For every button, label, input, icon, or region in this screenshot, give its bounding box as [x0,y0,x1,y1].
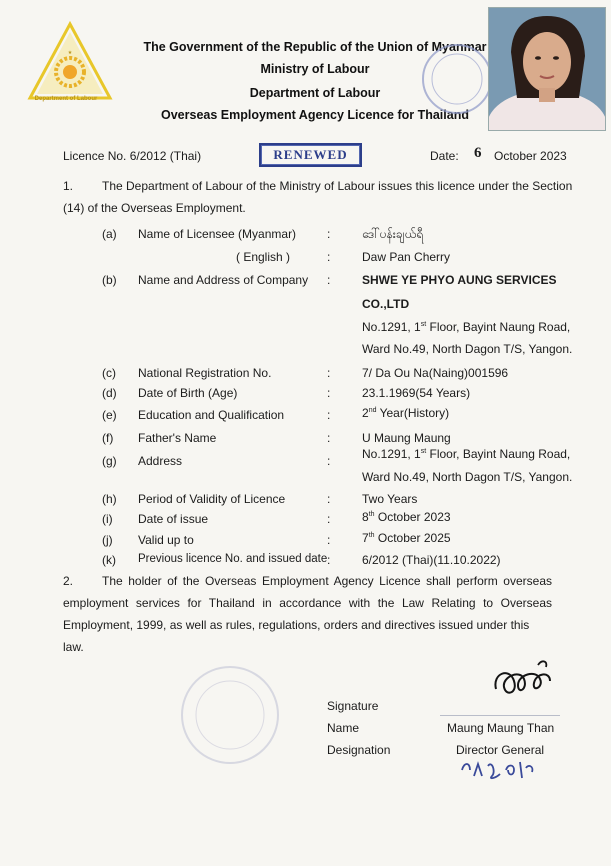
date-of-issue: 8th October 2023 [362,510,451,524]
row-label-k: Previous licence No. and issued date [138,553,328,565]
date-month-year: October 2023 [494,149,567,163]
department-of-labour-logo [26,20,114,106]
licence-number: Licence No. 6/2012 (Thai) [63,149,202,163]
department-seal-stamp [418,40,496,118]
address-line1: No.1291, 1st Floor, Bayint Naung Road, [362,447,571,461]
address-line2: Ward No.49, North Dagon T/S, Yangon. [362,470,573,484]
previous-licence: 6/2012 (Thai)(11.10.2022) [362,553,501,567]
licensee-name-english: Daw Pan Cherry [362,250,451,264]
company-name-line2: CO.,LTD [362,297,410,311]
colon: : [327,408,331,422]
department-title: Department of Labour [249,86,381,100]
myanmar-designation-script [458,756,538,784]
row-label-h: Period of Validity of Licence [138,492,286,506]
date-of-birth: 23.1.1969(54 Years) [362,386,471,400]
row-key-k: (k) [102,553,116,567]
signature-label: Signature [327,699,379,713]
colon: : [327,454,331,468]
row-label-f: Father's Name [138,431,217,445]
colon: : [327,553,331,567]
ministry-title: Ministry of Labour [260,62,370,76]
date-day: 6 [474,145,482,161]
row-key-j: (j) [102,533,113,547]
education: 2nd Year(History) [362,406,450,420]
row-key-a: (a) [102,227,117,241]
row-label-c: National Registration No. [138,366,272,380]
row-key-i: (i) [102,512,113,526]
colon: : [327,533,331,547]
signatory-name: Maung Maung Than [447,721,555,735]
colon: : [327,273,331,287]
signatory-designation: Director General [456,743,545,757]
colon: : [327,250,331,264]
row-key-b: (b) [102,273,117,287]
date-label: Date: [430,149,459,163]
colon: : [327,366,331,380]
logo-caption: Department of Labour [34,96,98,102]
row-key-d: (d) [102,386,117,400]
valid-up-to: 7th October 2025 [362,531,451,545]
para1-line1: The Department of Labour of the Ministry of Labour issues this licence under the Section [102,179,573,193]
para2-line1: The holder of the Overseas Employment Agency Licence shall perform overseas [102,574,552,588]
colon: : [327,492,331,506]
colon: : [327,431,331,445]
row-label-english: ( English ) [236,250,291,264]
row-key-e: (e) [102,408,117,422]
company-address-line1: No.1291, 1st Floor, Bayint Naung Road, [362,320,571,334]
renewed-stamp: RENEWED [259,143,362,167]
row-key-f: (f) [102,431,114,445]
colon: : [327,512,331,526]
para2-number: 2. [63,574,74,588]
row-label-g: Address [138,454,183,468]
row-key-h: (h) [102,492,117,506]
national-registration-no: 7/ Da Ou Na(Naing)001596 [362,366,509,380]
government-title: The Government of the Republic of the Union of Myanmar [143,40,487,54]
licensee-name-myanmar: ဒေါ်ပန်းချယ်ရီ [362,227,424,241]
handwritten-signature [488,655,558,703]
row-label-i: Date of issue [138,512,209,526]
para2-line2: employment services for Thailand in accordance with the Law Relating to Overseas [63,596,552,610]
company-name: SHWE YE PHYO AUNG SERVICES [362,273,557,287]
para1-number: 1. [63,179,74,193]
row-label-d: Date of Birth (Age) [138,386,238,400]
designation-label: Designation [327,743,391,757]
row-label-a: Name of Licensee (Myanmar) [138,227,297,241]
faded-seal-stamp [170,660,290,770]
row-label-e: Education and Qualification [138,408,285,422]
svg-text:★: ★ [67,50,73,56]
fathers-name: U Maung Maung [362,431,451,445]
para1-line2: (14) of the Overseas Employment. [63,201,246,215]
company-address-line2: Ward No.49, North Dagon T/S, Yangon. [362,342,573,356]
colon: : [327,386,331,400]
row-key-g: (g) [102,454,117,468]
row-key-c: (c) [102,366,116,380]
licence-title: Overseas Employment Agency Licence for Thailand [161,108,469,122]
name-label: Name [327,721,360,735]
para2-line3: Employment, 1999, as well as rules, regulations, orders and directives issued under this law. [63,618,530,654]
colon: : [327,227,331,241]
licensee-photo [488,7,606,131]
row-label-b: Name and Address of Company [138,273,309,287]
validity-period: Two Years [362,492,418,506]
signature-line [440,715,560,716]
row-label-j: Valid up to [138,533,194,547]
